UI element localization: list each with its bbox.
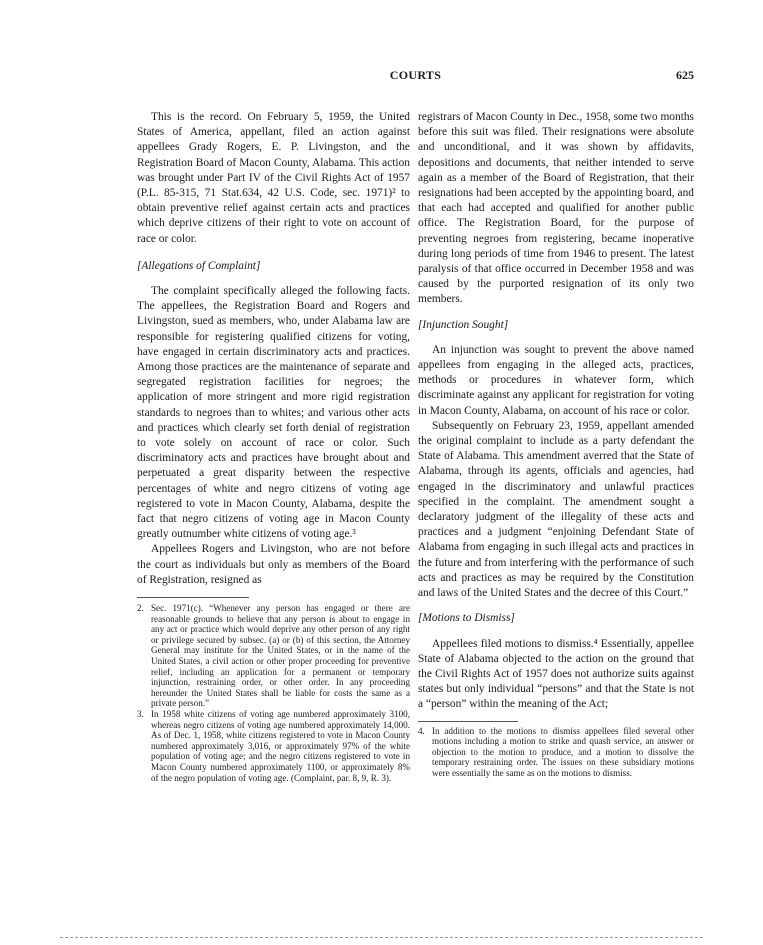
footnote-text: Sec. 1971(c). “Whenever any person has engaged or there are reasonable grounds to believe that any person is about to engage in any act or practice which would deprive any other person of any right or privilege secured by subsec. (a) or (b) of this section, the Attorney General may institute for the United States, or in the name of the United States, a civil action or other proper proceeding for preventive relief, including an application for a permanent or temporary injunction, restraining order, or other order. In any proceeding hereunder the United States shall be liable for costs the same as a private person.” — [151, 603, 410, 709]
right-paragraph-4: Appellees filed motions to dismiss.⁴ Essentially, appellee State of Alabama objected to the action on the ground that the Civil Rights Act of 1957 does not authorize suits against states but only individual “persons” and that the State is not a “person” within the meaning of the Act; — [418, 637, 694, 711]
footnote-divider — [137, 597, 249, 598]
right-paragraph-3: Subsequently on February 23, 1959, appellant amended the original complaint to include as a party defendant the State of Alabama. This amendment averred that the State of Alabama, through its agents, officials and agencies, had engaged in the discriminatory and unlawful practices specified in the complaint. The amendment sought a declaratory judgment of the illegality of these acts and practices and a judgment “enjoining Defendant State of Alabama from engaging in such illegal acts and practices in the future and from interfering with the performance of such acts and practices as may be required by the Constitution and laws of the United States and the decree of this Court.” — [418, 419, 694, 600]
running-head — [137, 68, 694, 84]
footnote-text: In addition to the motions to dismiss appellees filed several other motions including a motion to strike and quash service, an answer or objection to the motion to produce, and a motion to dissolve the temporary restraining order. The issues on these subsidiary motions were essentially the same as on the motions to dismiss. — [432, 725, 694, 778]
left-paragraph-3: Appellees Rogers and Livingston, who are not before the court as individuals but only as members of the Board of Registration, resigned as — [137, 543, 410, 586]
section-heading-injunction: [Injunction Sought] — [418, 318, 509, 331]
section-heading-allegations: [Allegations of Complaint] — [137, 259, 261, 272]
right-paragraph-2: An injunction was sought to prevent the above named appellees from engaging in the alleged acts, practices, methods or procedures in whatever form, which discriminate against any applicant for registration for voting in Macon County, Alabama, on account of his race or color. — [418, 343, 694, 417]
section-heading-motions: [Motions to Dismiss] — [418, 612, 515, 625]
footnote-divider — [418, 721, 518, 722]
left-column — [137, 110, 410, 783]
scan-edge-marks — [60, 937, 703, 941]
footnote-number: 2. — [137, 603, 144, 614]
right-column — [418, 110, 694, 778]
footnote-3 — [137, 709, 410, 783]
running-head-title: COURTS — [389, 68, 442, 82]
left-paragraph-2: The complaint specifically alleged the following facts. The appellees, the Registration Board and Rogers and Livingston, sued as members, who, under Alabama law are responsible for registering qualified citizens for voting, have engaged in certain discriminatory acts and practices. Among those practices are the maintenance of separate and segregated registration facilities for negroes; the application of more stringent and more rigid registration standards to negroes than to whites; and various other acts and practices which clearly set forth denial of registration to vote solely on account of race or color. Such discriminatory acts and practices have brought about and perpetuated a great disparity between the respective percentages of white and negro citizens of voting age registered to vote in Macon County, Alabama, despite the fact that negro citizens of voting age in Macon County greatly outnumber white citizens of voting age.³ — [137, 285, 410, 541]
footnote-number: 4. — [418, 725, 425, 736]
right-paragraph-1: registrars of Macon County in Dec., 1958, some two months before this suit was filed. Their resignations were absolute and unconditional, and it was shown by affidavits, depositions and documents, that neither intended to serve again as a member of the Board of Registration, that their resignations had been accepted by the appointing board, and that each had accepted and qualified for another public office. The Registration Board, for the purpose of preventing negroes from registering, became inoperative during long periods of time from 1946 to present. The latest paralysis of that office occurred in December 1958 and was caused by the purported resignation of its only two members. — [418, 111, 694, 306]
footnote-2 — [137, 603, 410, 709]
page-number: 625 — [676, 68, 694, 82]
footnote-number: 3. — [137, 709, 144, 720]
footnote-4 — [418, 726, 694, 779]
footnote-text: In 1958 white citizens of voting age numbered approximately 3100, whereas negro citizens of voting age numbered approximately 14,000. As of Dec. 1, 1958, white citizens registered to vote in Macon County numbered approximately 3,016, or approximately 97% of the white population of voting age; and the negro citizens registered to vote in Macon County numbered approximately 1100, or approximately 8% of the negro population of voting age. (Complaint, par. 8, 9, R. 3). — [151, 709, 410, 783]
left-paragraph-1: This is the record. On February 5, 1959, the United States of America, appellant, filed an action against appellees Grady Rogers, E. P. Livingston, and the Registration Board of Macon County, Alabama. This action was brought under Part IV of the Civil Rights Act of 1957 (P.L. 85-315, 71 Stat.634, 42 U.S. Code, sec. 1971)² to obtain preventive relief against certain acts and practices which deprive citizens of their right to vote on account of race or color. — [137, 111, 410, 245]
